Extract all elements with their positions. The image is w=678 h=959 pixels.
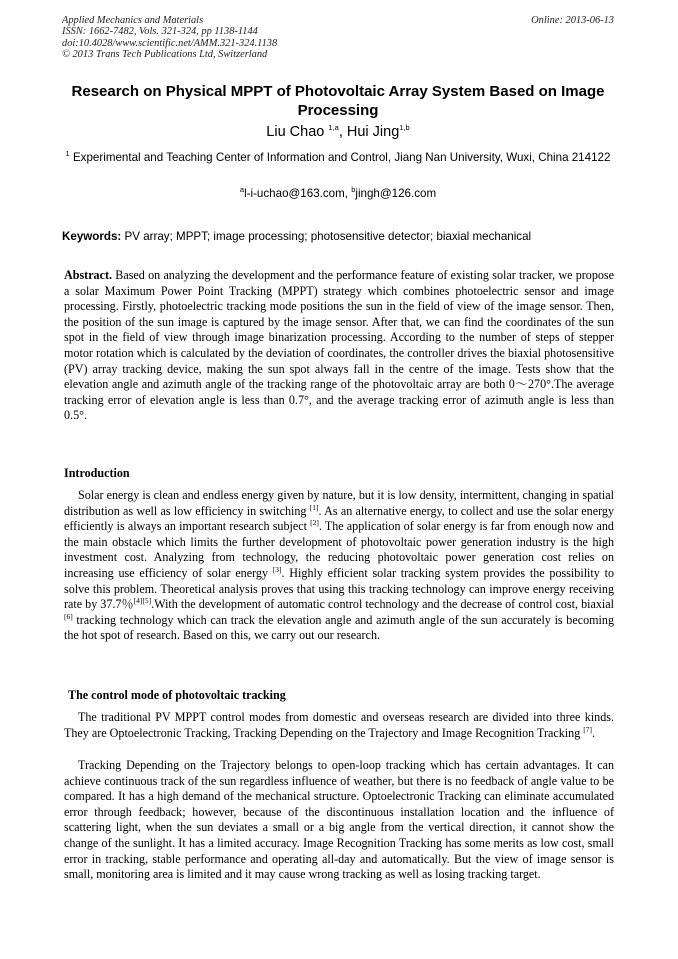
journal-copyright: © 2013 Trans Tech Publications Ltd, Switzerland — [62, 49, 268, 61]
citation[interactable]: [7] — [583, 724, 593, 734]
keywords-label: Keywords: — [62, 230, 122, 243]
journal-name: Applied Mechanics and Materials — [62, 15, 204, 26]
paragraph-text: .With the development of automatic control technology and the decrease of control cost, biaxial — [151, 597, 614, 612]
paper-title: Research on Physical MPPT of Photovoltaic Array System Based on Image Processing — [71, 83, 605, 119]
paragraph-text: . As an alternative energy, to collect and use the solar energy efficiently is always an important research subject — [64, 503, 614, 534]
keywords-text: PV array; MPPT; image processing; photosensitive detector; biaxial mechanical — [121, 230, 532, 243]
paragraph-text: Solar energy is clean and endless energy given by nature, but it is low density, intermittent, changing in spatial distribution as well as low efficiency in switching — [64, 488, 614, 518]
abstract-label: Abstract. — [64, 268, 113, 282]
citation[interactable]: [3] — [272, 564, 282, 574]
section-heading-control-mode: The control mode of photovoltaic tracking — [68, 688, 286, 702]
online-date: Online: 2013-06-13 — [531, 15, 614, 26]
email-superscript: b — [351, 185, 356, 195]
paragraph-text: The traditional PV MPPT control modes from domestic and overseas research are divided into three kinds. They are Optoelectronic Tracking, Tracking Depending on the Trajectory and Image Recognition Tracking — [64, 710, 614, 740]
abstract-text: Based on analyzing the development and the performance feature of existing solar tracker, we propose a solar Maximum Power Point Tracking (MPPT) strategy which combines photoelectric sensor and image processing. Firstly, photoelectric tracking mode positions the sun in the field of view of the image sensor. Then, the position of the sun image is captured by the image sensor. After that, we can find the coordinates of the sun spot in the field of view through image binarization processing. According to the number of steps of stepper motor rotation which is calculated by the deviation of coordinates, the controller drives the biaxial photosensitive (PV) array tracking device, making the sun spot always fall in the centre of the image. Tests show that the elevation angle and azimuth angle of the tracking range of the photovoltaic array are both 0～270°.The average tracking error of elevation angle is less than 0.7°, and the average tracking error of azimuth angle is less than 0.5°. — [64, 268, 614, 423]
paragraph-text: . Highly efficient solar tracking system provides the possibility to solve this problem. Theoretical analysis proves that using this tracking technology can improve energy receiving rate by 37.7％ — [64, 565, 614, 612]
citation[interactable]: [1] — [309, 502, 319, 512]
paragraph-text: tracking technology which can track the elevation angle and azimuth angle of the sun accurately is becoming the hot spot of research. Based on this, we carry out our research. — [64, 612, 614, 643]
citation[interactable]: [2] — [310, 518, 319, 528]
author-name: Hui Jing — [346, 124, 400, 140]
paragraph-text: . — [592, 725, 596, 740]
affiliation — [62, 150, 614, 166]
control-paragraph-2: Tracking Depending on the Trajectory belongs to open-loop tracking which has certain advantages. It can achieve continuous track of the sun regardless influence of weather, but there is no feedback of angle value to be compared. It has a high demand of the mechanical structure. Optoelectronic Tracking can eliminate accumulated error through feedback; however, because of the discontinuous installation location and the influence of scattering light, when the sun deviates a small or a big angle from the vertical direction, it cannot show the change of the sunlight. It has a limited accuracy. Image Recognition Tracking has some merits as low cost, small error in tracking, stable performance and operating all-day and automatically. But the view of image sensor is small, monitoring area is limited and it may cause wrong tracking as well as losing tracking target. — [64, 758, 614, 882]
email-link[interactable]: jingh@126.com — [355, 187, 437, 200]
author-name: Liu Chao — [266, 124, 325, 140]
affiliation-text: Experimental and Teaching Center of Information and Control, Jiang Nan University, Wuxi, China 214122 — [72, 151, 611, 164]
abstract — [64, 268, 614, 424]
citation[interactable]: [6] — [64, 611, 73, 621]
author-superscript: 1,a — [328, 123, 339, 133]
author-line — [62, 123, 614, 141]
section-heading-introduction: Introduction — [64, 466, 130, 480]
author-separator: , — [338, 124, 347, 140]
journal-issn: ISSN: 1662-7482, Vols. 321-324, pp 1138-1144 — [62, 26, 258, 38]
email-superscript: a — [239, 185, 245, 195]
citation[interactable]: [4][5] — [133, 596, 152, 606]
author-superscript: 1,b — [399, 123, 410, 133]
email-link[interactable]: l-i-uchao@163.com, — [244, 187, 352, 200]
keywords — [62, 229, 618, 244]
introduction-paragraph — [64, 488, 614, 644]
journal-doi[interactable]: doi:10.4028/www.scientific.net/AMM.321-324.1138 — [62, 37, 278, 49]
journal-header — [62, 15, 622, 61]
affiliation-superscript: 1 — [65, 149, 70, 159]
control-paragraph-1 — [64, 710, 614, 741]
paragraph-text: . The application of solar energy is far from enough now and the main obstacle which limits the further development of photovoltaic power generation industry is the high investment cost. Analyzing from technology, the reducing photovoltaic power generation cost relies on increasing use efficiency of solar energy — [64, 519, 614, 580]
email-line — [62, 186, 614, 201]
